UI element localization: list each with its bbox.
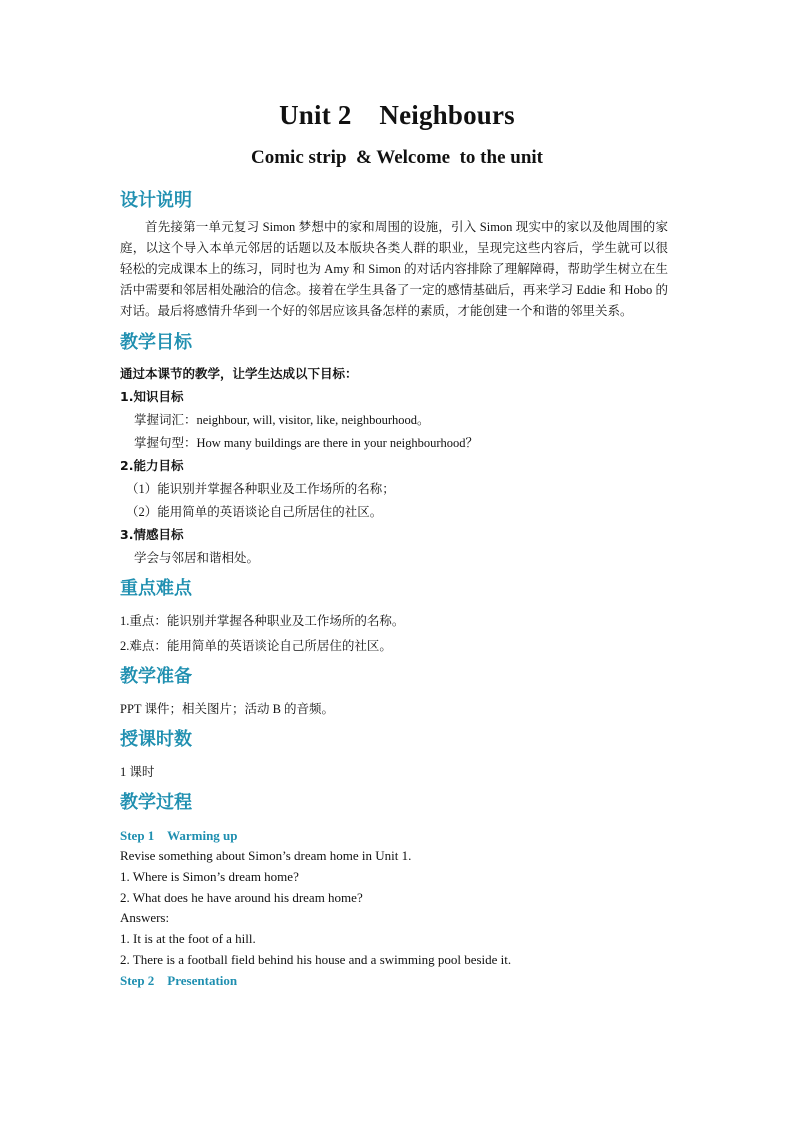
step-1-line-5: 1. It is at the foot of a hill. xyxy=(120,931,256,947)
goals-emotion-title: 3.情感目标 xyxy=(120,527,184,542)
keypoint-item-2: 2.难点：能用简单的英语谈论自己所居住的社区。 xyxy=(120,639,392,653)
goals-ability-item-1: （1）能识别并掌握各种职业及工作场所的名称； xyxy=(126,482,395,496)
section-heading-preparation: 教学准备 xyxy=(120,666,192,687)
page-subtitle: Comic strip & Welcome to the unit xyxy=(251,147,543,168)
step-1-title: Step 1 Warming up xyxy=(120,828,238,843)
step-2-title: Step 2 Presentation xyxy=(120,972,238,988)
goals-emotion-item-1: 学会与邻居和谐相处。 xyxy=(134,551,260,565)
goals-ability-title: 2.能力目标 xyxy=(120,458,184,473)
keypoint-item-1: 1.重点：能识别并掌握各种职业及工作场所的名称。 xyxy=(120,614,405,628)
step-1-line-4: Answers: xyxy=(120,910,170,926)
section-heading-goals: 教学目标 xyxy=(120,332,192,353)
step-1-line-1: Revise something about Simon’s dream home in Unit 1. xyxy=(120,848,412,863)
goals-intro: 通过本课节的教学，让学生达成以下目标： xyxy=(120,366,358,381)
design-paragraph: 首先接第一单元复习 Simon 梦想中的家和周围的设施，引入 Simon 现实中的家以及他周围的家庭，以这个导入本单元邻居的话题以及本版块各类人群的职业，呈现完这些内容后，学生就可以很轻松的完成课本上的练习，同时也为 Amy 和 Simon 的对话内容排除了理解障碍，帮助学生树立在生活中需要和邻居相处融洽的信念。接着在学生具备了一定的感情基础后，再来学习 Eddie 和 Hobo 的对话。最后将感情升华到一个好的邻居应该具备怎样的素质，才能创建一个和谐的邻里关系。 xyxy=(120,220,668,318)
section-heading-hours: 授课时数 xyxy=(120,729,192,750)
preparation-body: PPT 课件；相关图片；活动 B 的音频。 xyxy=(120,702,335,716)
step-1-line-6: 2. There is a football field behind his house and a swimming pool beside it. xyxy=(120,951,512,967)
section-heading-process: 教学过程 xyxy=(120,792,192,813)
goals-knowledge-sentence: 掌握句型：How many buildings are there in your neighbourhood？ xyxy=(134,436,479,450)
hours-body: 1 课时 xyxy=(120,765,155,779)
goals-knowledge-title: 1.知识目标 xyxy=(120,389,184,404)
goals-ability-item-2: （2）能用简单的英语谈论自己所居住的社区。 xyxy=(126,505,383,519)
goals-knowledge-vocab: 掌握词汇：neighbour, will, visitor, like, neighbourhood。 xyxy=(134,413,430,427)
document-body xyxy=(120,189,668,991)
section-heading-design: 设计说明 xyxy=(120,190,192,211)
section-heading-keypoints: 重点难点 xyxy=(120,578,192,599)
step-1-line-2: 1. Where is Simon’s dream home? xyxy=(120,868,299,884)
page-title: Unit 2 Neighbours xyxy=(279,100,515,130)
step-1-line-3: 2. What does he have around his dream home? xyxy=(120,889,363,905)
